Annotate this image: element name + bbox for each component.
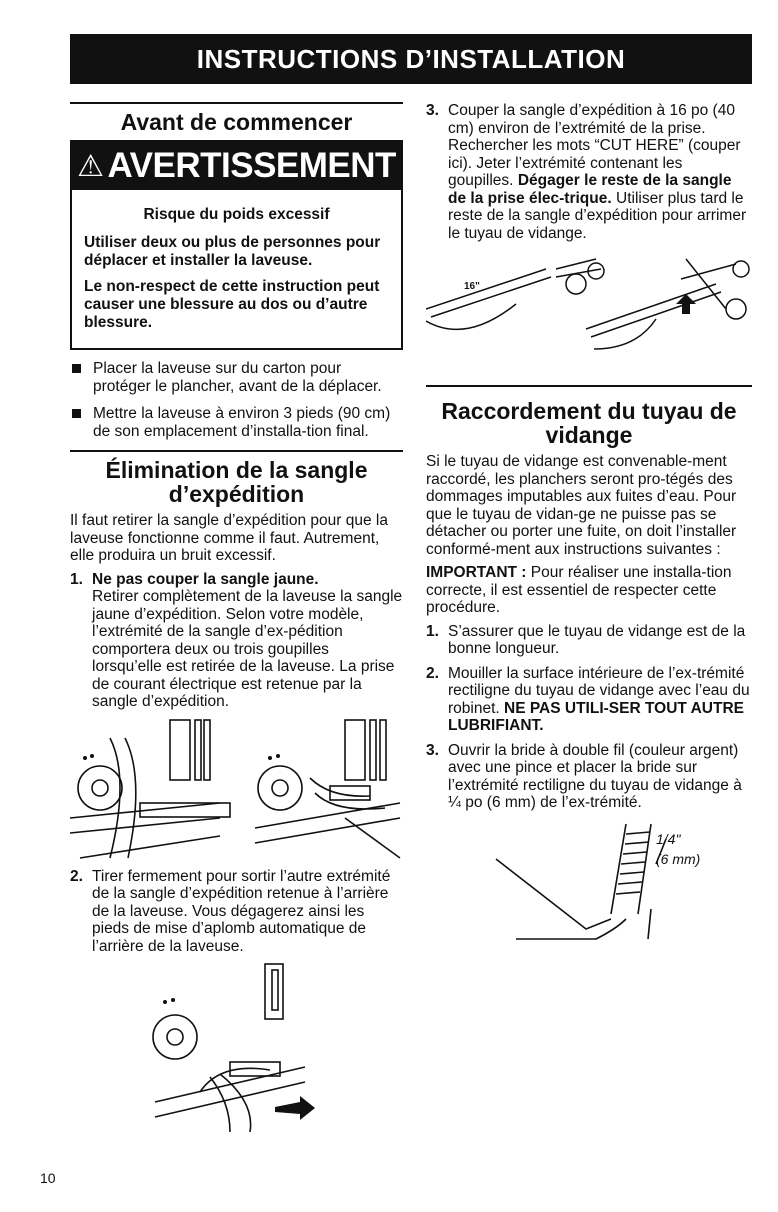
hose-clamp-illustration xyxy=(426,819,752,949)
drain-step-2-text: Mouiller la surface intérieure de l’ex-trémité rectiligne du tuyau de vidange avec l’eau du robinet. xyxy=(448,664,750,717)
drain-step-2-bold: NE PAS UTILI-SER TOUT AUTRE LUBRIFIANT. xyxy=(448,699,744,734)
step-1-bold: Ne pas couper la sangle jaune. xyxy=(92,570,319,588)
page-banner xyxy=(70,34,752,84)
warning-line-2: Le non-respect de cette instruction peut causer une blessure au dos ou d’autre blessure. xyxy=(84,278,380,331)
bullet-text: Placer la laveuse sur du carton pour protéger le plancher, avant de la déplacer. xyxy=(93,360,382,395)
warning-header xyxy=(72,142,401,190)
elimination-intro: Il faut retirer la sangle d’expédition pour que la laveuse fonctionne comme il faut. Autrement, elle produira un bruit excessif. xyxy=(70,512,388,564)
drain-step-1-text: S’assurer que le tuyau de vidange est de la bonne longueur. xyxy=(448,622,746,657)
drain-step-3 xyxy=(426,742,752,812)
step-number: 3. xyxy=(426,102,439,119)
list-item xyxy=(70,405,403,440)
divider xyxy=(426,385,752,387)
bullet-text: Mettre la laveuse à environ 3 pieds (90 cm) de son emplacement d’installa-tion final. xyxy=(93,405,391,440)
drain-step-3-text: Ouvrir la bride à double fil (couleur argent) avec une pince et placer la bride sur l’extrémité rectiligne du tuyau de vidange à ¼ po (6 mm) de l’ex-trémité. xyxy=(448,741,742,811)
drain-step-2 xyxy=(426,665,752,735)
step-1 xyxy=(70,571,403,711)
section-title-avant: Avant de commencer xyxy=(120,109,353,135)
figure-label-quarter-inch: 1/4" xyxy=(656,830,681,847)
section-title-drain: Raccordement du tuyau de vidange xyxy=(441,398,737,448)
drain-intro: Si le tuyau de vidange est convenable-ment raccordé, les planchers seront pro-tégés des dommages imputables aux fuites d’eau. Pour que le tuyau de vidan-ge ne puisse pas se détacher ou porter une fuite, on doit l’installer conformé-ment aux instructions suivantes : xyxy=(426,453,737,558)
step-number: 1. xyxy=(70,570,83,588)
strap-removal-illustration xyxy=(70,718,403,868)
section-title-elimination: Élimination de la sangle d’expédition xyxy=(105,457,368,507)
step-2-text: Tirer fermement pour sortir l’autre extrémité de la sangle d’expédition retenue à l’arrière de la laveuse. Vous dégagerez ainsi les pieds de mise d’aplomb automatique de l’arrière de la laveuse. xyxy=(92,867,391,955)
important-label: IMPORTANT : xyxy=(426,564,527,581)
step-3-text-2: Utiliser plus tard le reste de la sangle d’expédition pour arrimer le tuyau de vidange. xyxy=(448,189,747,242)
figure-label-6mm: (6 mm) xyxy=(656,850,701,867)
step-number: 3. xyxy=(426,741,439,759)
left-column xyxy=(70,102,403,1132)
important-text: Pour réaliser une installa-tion correcte, il est essentiel de respecter cette procédure. xyxy=(426,564,732,616)
warning-line-1: Utiliser deux ou plus de personnes pour déplacer et installer la laveuse. xyxy=(84,234,381,269)
step-number: 1. xyxy=(426,622,439,640)
right-column xyxy=(426,102,752,949)
warning-header-text: AVERTISSEMENT xyxy=(107,146,396,185)
strap-pull-illustration xyxy=(70,962,403,1132)
banner-title: INSTRUCTIONS D’INSTALLATION xyxy=(196,43,626,74)
page-number: 10 xyxy=(40,1170,56,1186)
bullet-square-icon xyxy=(72,409,81,418)
warning-subtitle: Risque du poids excessif xyxy=(143,206,330,223)
step-number: 2. xyxy=(426,664,439,682)
important-note xyxy=(426,564,752,617)
step-3-text: Couper la sangle d’expédition à 16 po (40 cm) environ de l’extrémité de la prise. Rechercher les mots “CUT HERE” (couper ici). Jeter l’extrémité contenant les goupilles. xyxy=(448,102,741,189)
bullet-square-icon xyxy=(72,364,81,373)
strap-cut-illustration xyxy=(426,249,752,359)
figure-label-16in: 16" xyxy=(464,281,480,292)
step-1-text: Retirer complètement de la laveuse la sangle jaune d’expédition. Selon votre modèle, l’extrémité de la sangle d’ex-pédition comportera deux ou trois goupilles lorsqu’elle est retirée de la laveuse. La prise de courant électrique est retenue par la sangle d’expédition. xyxy=(92,588,403,710)
step-3 xyxy=(426,102,752,242)
warning-box xyxy=(70,140,403,350)
list-item xyxy=(70,360,403,395)
step-2 xyxy=(70,868,403,956)
divider xyxy=(70,450,403,452)
divider xyxy=(70,102,403,104)
warning-triangle-icon: ⚠ xyxy=(77,149,104,183)
step-number: 2. xyxy=(70,867,83,885)
drain-step-1 xyxy=(426,623,752,658)
warning-body xyxy=(72,190,401,348)
step-3-bold: Dégager le reste de la sangle de la prise élec-trique. xyxy=(448,172,732,207)
